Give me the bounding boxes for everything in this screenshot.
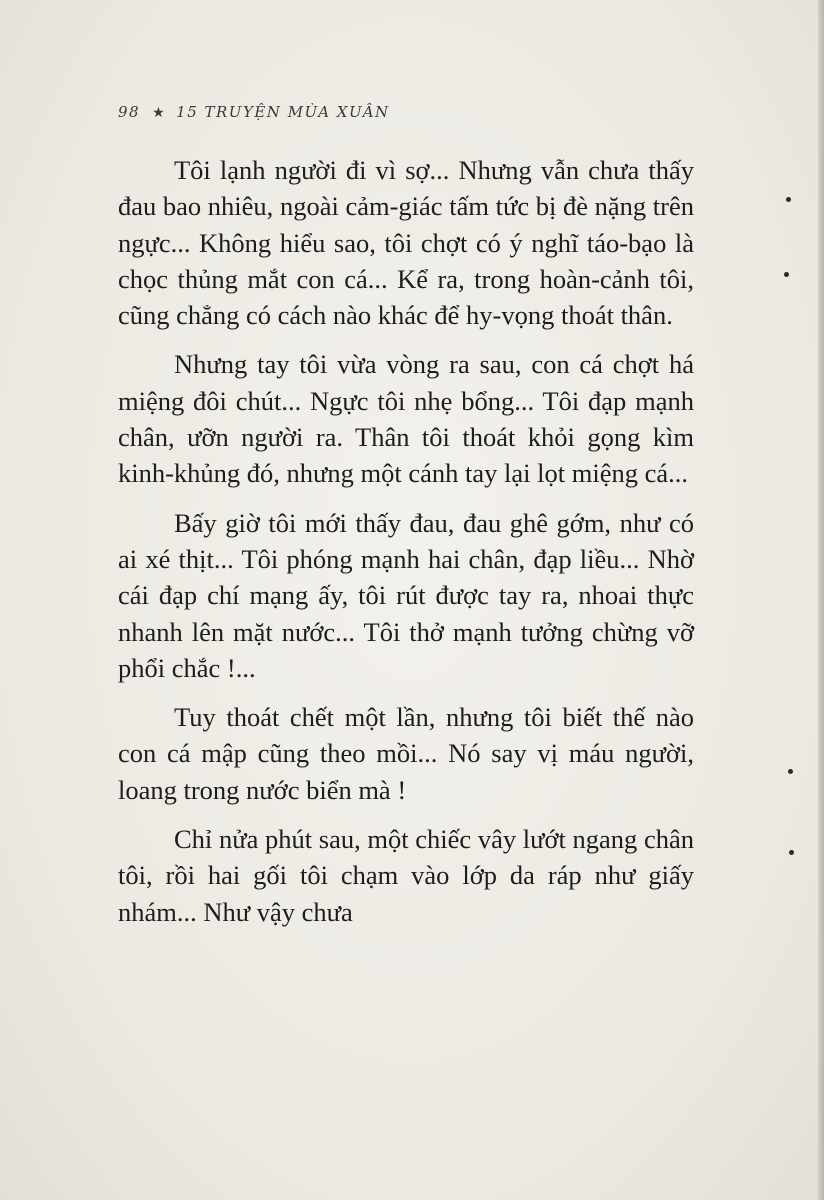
paragraph: Chỉ nửa phút sau, một chiếc vây lướt ngang chân tôi, rồi hai gối tôi chạm vào lớp da ráp như giấy nhám... Như vậy chưa [118, 824, 694, 927]
star-ornament: ★ [152, 105, 167, 121]
page-body [118, 152, 694, 930]
page-edge [818, 0, 824, 1200]
book-title: 15 TRUYỆN MÙA XUÂN [176, 103, 390, 121]
binding-hole-mark [784, 272, 789, 277]
page-number: 98 [118, 103, 141, 121]
paragraph: Tuy thoát chết một lần, nhưng tôi biết thế nào con cá mập cũng theo mồi... Nó say vị máu người, loang trong nước biển mà ! [118, 702, 694, 805]
binding-hole-mark [788, 769, 793, 774]
binding-hole-mark [786, 197, 791, 202]
paragraph: Bấy giờ tôi mới thấy đau, đau ghê gớm, như có ai xé thịt... Tôi phóng mạnh hai chân, đạp liều... Nhờ cái đạp chí mạng ấy, tôi rút được tay ra, nhoai thực nhanh lên mặt nước... Tôi thở mạnh tưởng chừng vỡ phổi chắc !... [118, 507, 694, 683]
running-header [118, 103, 390, 121]
binding-hole-mark [789, 850, 794, 855]
paragraph: Nhưng tay tôi vừa vòng ra sau, con cá chợt há miệng đôi chút... Ngực tôi nhẹ bổng... Tôi đạp mạnh chân, ưỡn người ra. Thân tôi thoát khỏi gọng kìm kinh-khủng đó, nhưng một cánh tay lại lọt miệng cá... [118, 349, 694, 489]
paragraph: Tôi lạnh người đi vì sợ... Nhưng vẫn chưa thấy đau bao nhiêu, ngoài cảm-giác tấm tức bị đè nặng trên ngực... Không hiểu sao, tôi chợt có ý nghĩ táo-bạo là chọc thủng mắt con cá... Kể ra, trong hoàn-cảnh tôi, cũng chẳng có cách nào khác để hy-vọng thoát thân. [118, 155, 694, 331]
